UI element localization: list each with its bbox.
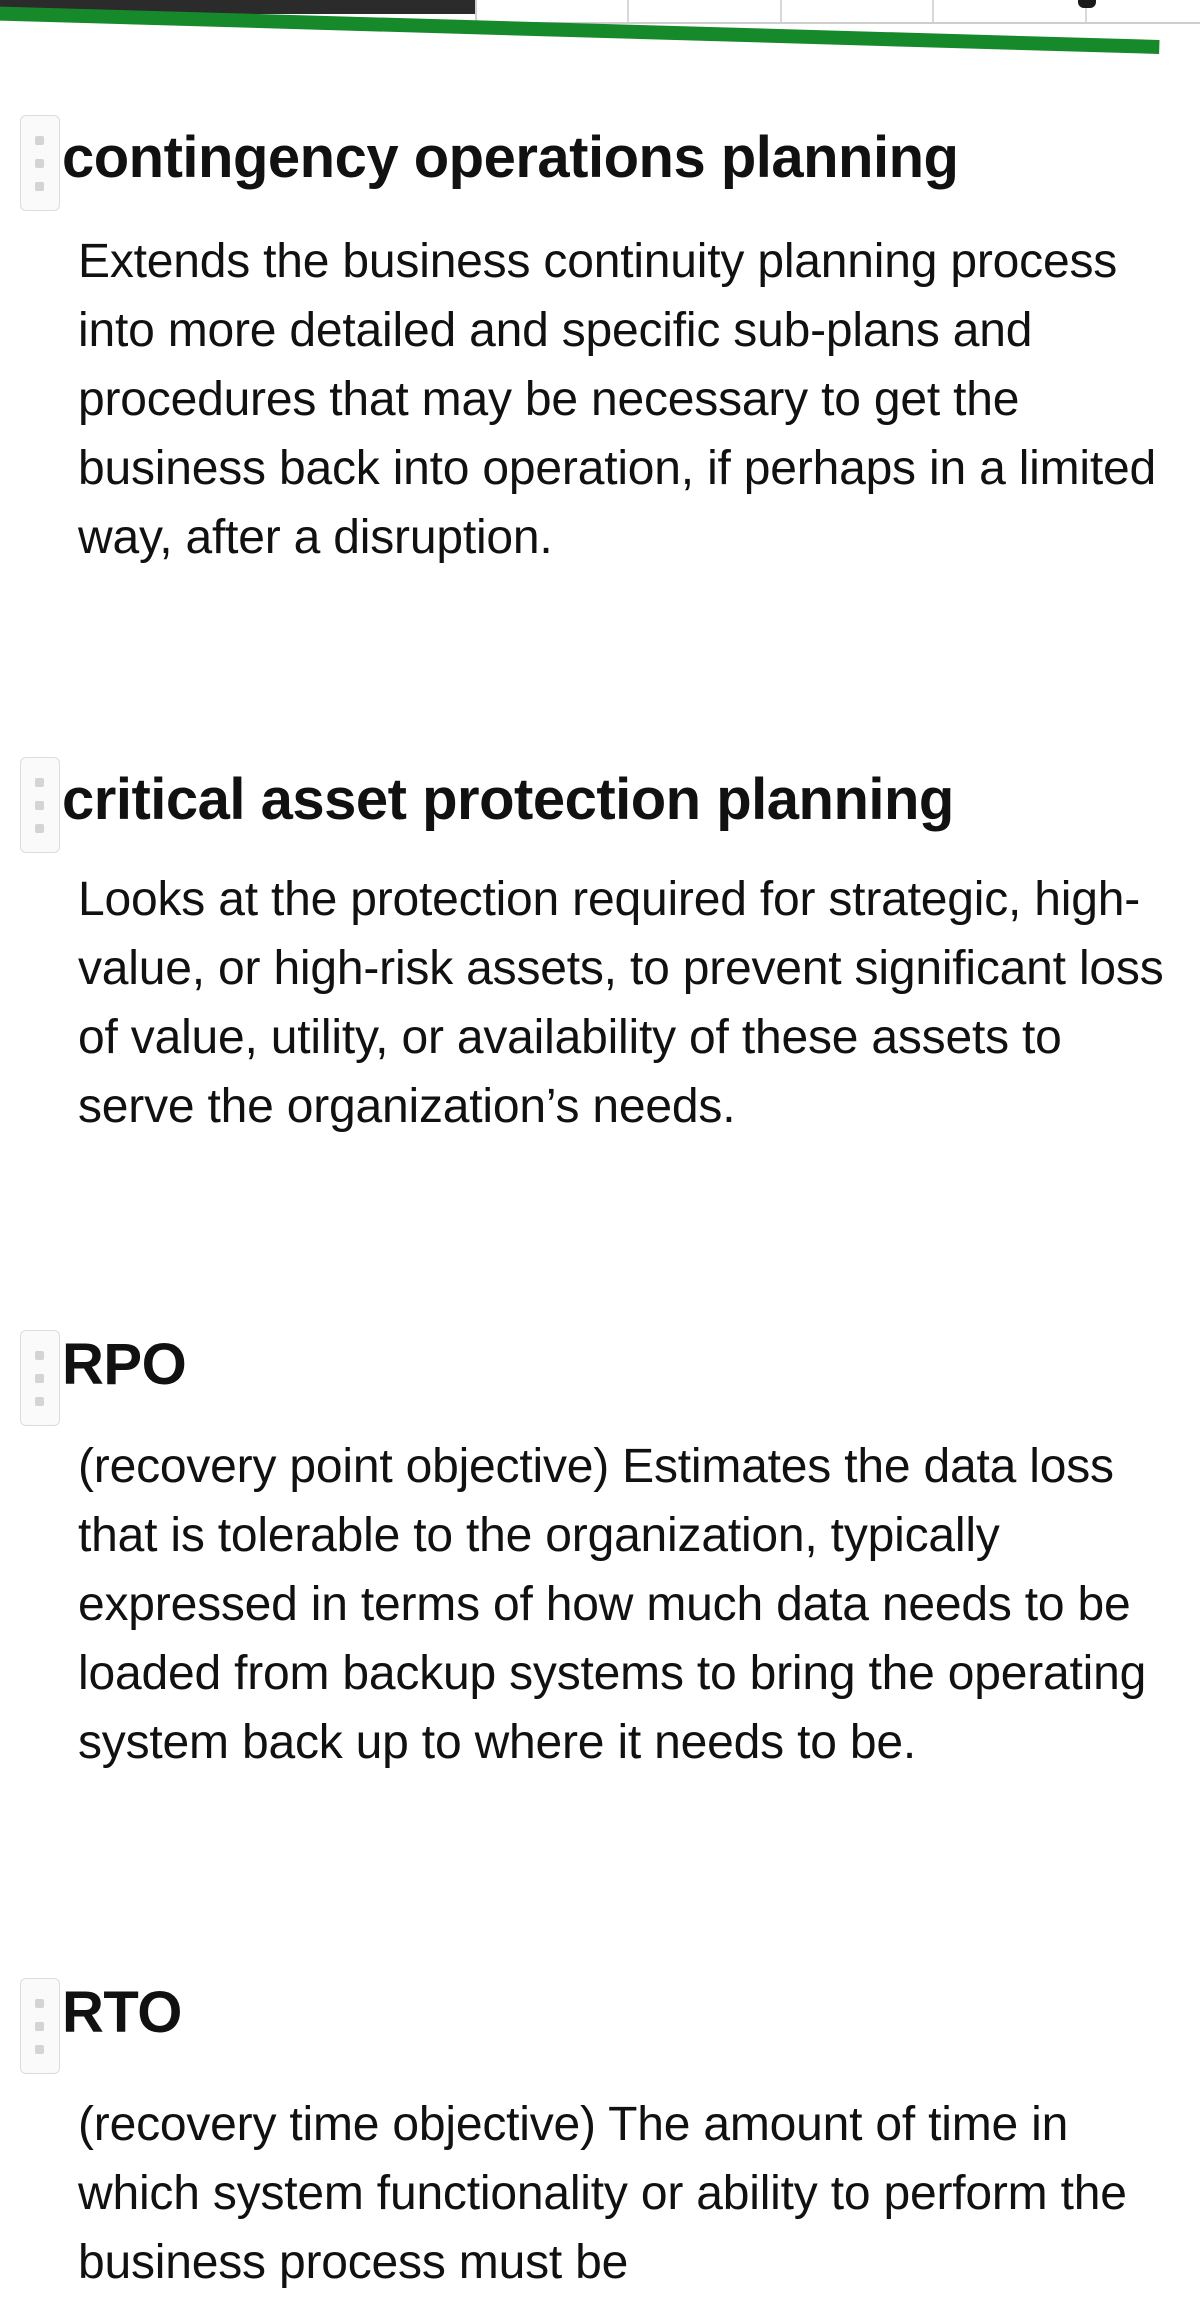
top-toolbar [0, 0, 1200, 70]
toolbar-tab[interactable] [934, 0, 1086, 22]
toolbar-tab[interactable] [629, 0, 781, 22]
card-definition: Extends the business continuity planning process into more detailed and specific sub-plans and procedures that may be necessary to get the business back into operation, if perhaps in a limited way, after a disruption. [78, 235, 1157, 564]
toolbar-tab[interactable] [1087, 0, 1200, 22]
toolbar-tab[interactable] [782, 0, 934, 22]
drag-handle-icon[interactable] [20, 1330, 60, 1426]
card-definition: (recovery point objective) Estimates the data loss that is tolerable to the organization, typically expressed in terms of how much data needs to be loaded from backup systems to bring the operating system back up to where it needs to be. [78, 1440, 1147, 1769]
drag-handle-icon[interactable] [20, 1978, 60, 2074]
drag-handle-icon[interactable] [20, 757, 60, 853]
drag-handle-icon[interactable] [20, 115, 60, 211]
card-term: contingency operations planning [62, 125, 959, 190]
card-definition: (recovery time objective) The amount of time in which system functionality or ability to perform the business process must be [78, 2098, 1127, 2289]
card-term: RPO [62, 1332, 187, 1397]
card-definition: Looks at the protection required for strategic, high-value, or high-risk assets, to prevent significant loss of value, utility, or availability of these assets to serve the organization’s needs. [78, 873, 1164, 1133]
card-term: RTO [62, 1980, 182, 2045]
toolbar-corner-icon[interactable] [1078, 0, 1096, 8]
card-term: critical asset protection planning [62, 767, 954, 832]
toolbar-tab[interactable] [477, 0, 629, 22]
